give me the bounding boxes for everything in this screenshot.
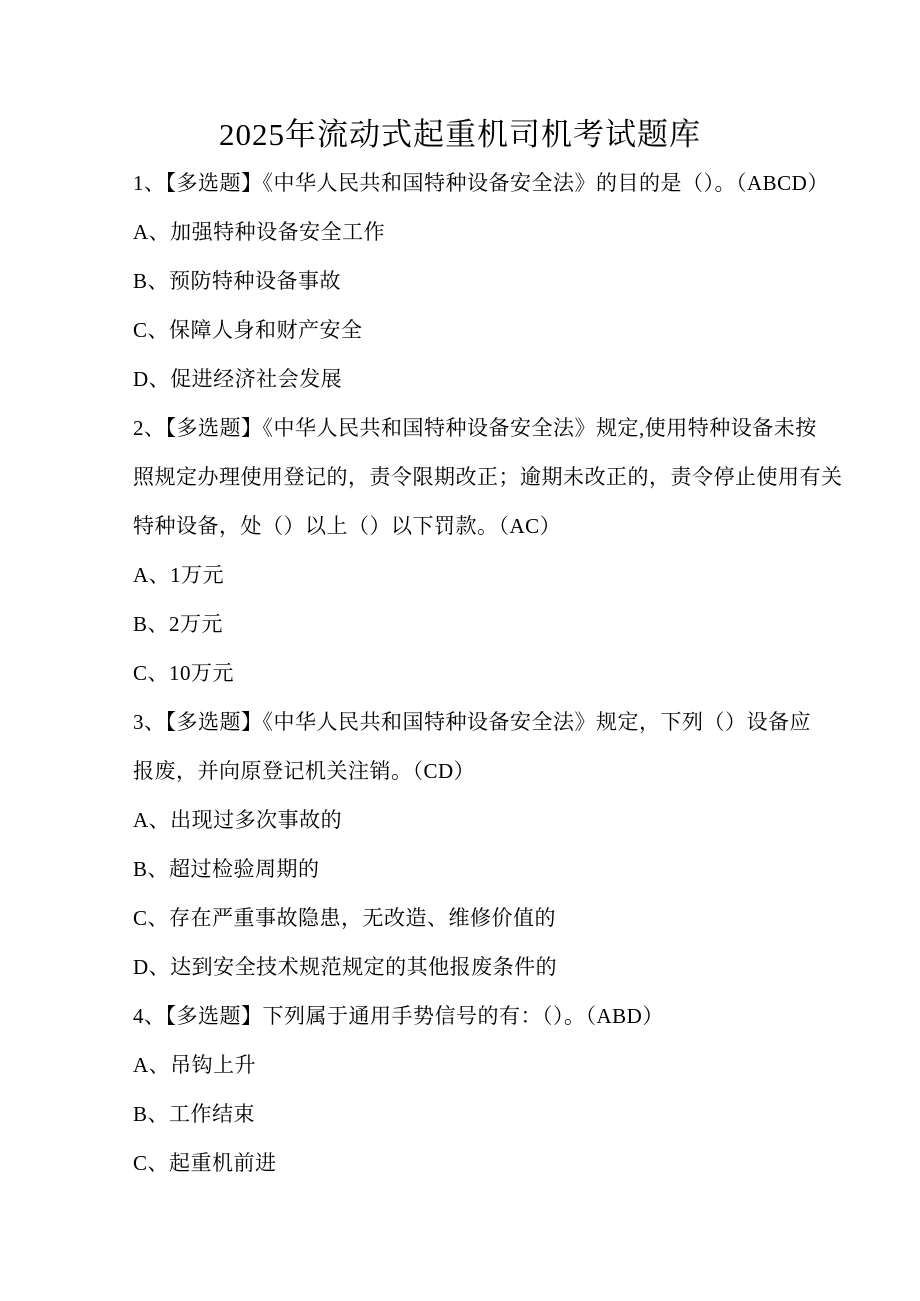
question-2-option-b: B、2万元 (133, 612, 224, 636)
question-4-stem-line: 4、【多选题】下列属于通用手势信号的有：（）。（ABD） (133, 1004, 664, 1028)
page-title: 2025年流动式起重机司机考试题库 (219, 117, 701, 152)
question-1-stem-line: 1、【多选题】《中华人民共和国特种设备安全法》的目的是（）。（ABCD） (133, 171, 829, 195)
question-3-option-c: C、存在严重事故隐患，无改造、维修价值的 (133, 906, 557, 930)
question-2-stem-line: 照规定办理使用登记的，责令限期改正；逾期未改正的，责令停止使用有关 (133, 465, 843, 489)
question-1-option-c: C、保障人身和财产安全 (133, 318, 363, 342)
question-2-option-a: A、1万元 (133, 563, 225, 587)
question-4-option-b: B、工作结束 (133, 1102, 256, 1126)
question-4-option-c: C、起重机前进 (133, 1151, 277, 1175)
question-4-option-a: A、吊钩上升 (133, 1053, 257, 1077)
question-3-option-b: B、超过检验周期的 (133, 857, 320, 881)
question-3-stem-line: 报废，并向原登记机关注销。（CD） (133, 759, 476, 783)
question-3-stem-line: 3、【多选题】《中华人民共和国特种设备安全法》规定，下列（）设备应 (133, 710, 811, 734)
question-1-option-d: D、促进经济社会发展 (133, 367, 343, 391)
question-3-option-a: A、出现过多次事故的 (133, 808, 343, 832)
question-2-stem-line: 2、【多选题】《中华人民共和国特种设备安全法》规定,使用特种设备未按 (133, 416, 817, 440)
question-1-option-a: A、加强特种设备安全工作 (133, 220, 386, 244)
question-1-option-b: B、预防特种设备事故 (133, 269, 342, 293)
question-2-option-c: C、10万元 (133, 661, 235, 685)
question-3-option-d: D、达到安全技术规范规定的其他报废条件的 (133, 955, 558, 979)
question-2-stem-line: 特种设备，处（）以上（）以下罚款。（AC） (133, 514, 562, 538)
